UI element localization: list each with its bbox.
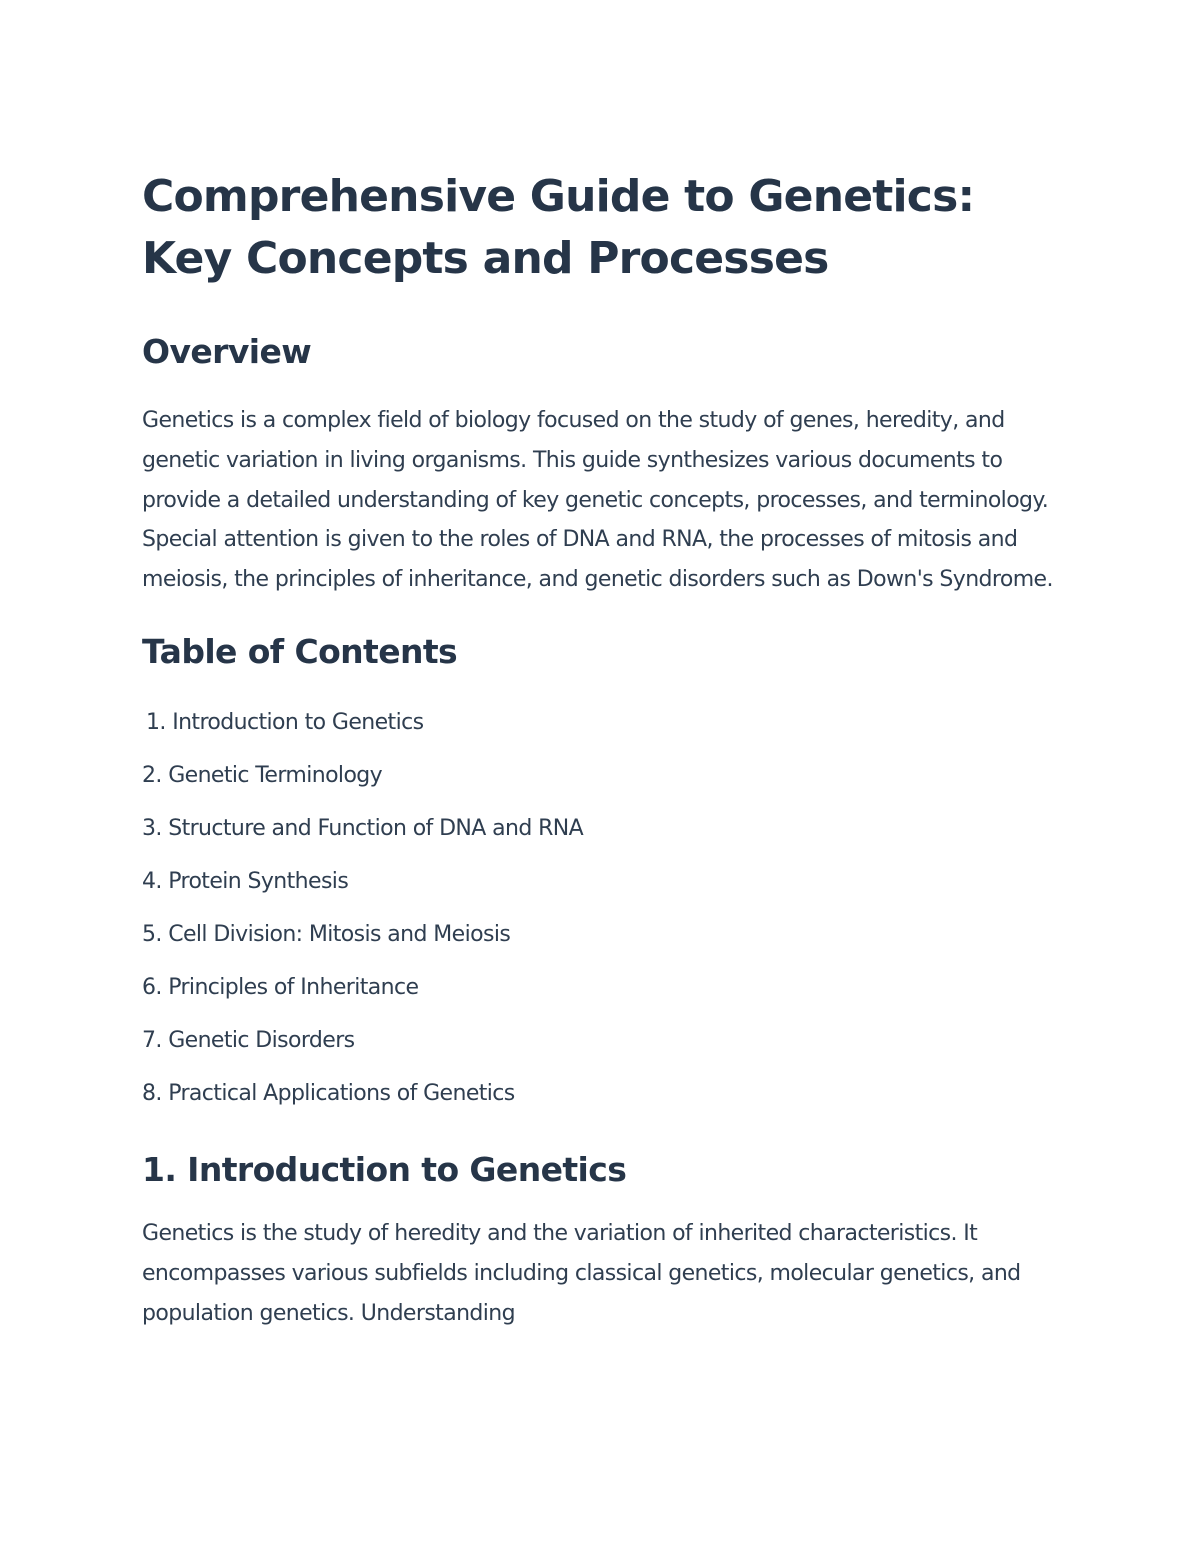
toc-item[interactable] [142,855,1062,908]
toc-item-label: Cell Division: Mitosis and Meiosis [168,921,511,947]
toc-item-number: 2. [142,762,162,788]
toc-item-number: 1. [146,709,166,735]
toc-item-number: 5. [142,921,162,947]
toc-item-number: 3. [142,815,162,841]
toc-item[interactable] [142,908,1062,961]
toc-item-label: Protein Synthesis [168,868,349,894]
toc-item-label: Practical Applications of Genetics [168,1080,515,1106]
toc-item[interactable] [142,961,1062,1014]
introduction-heading: 1. Introduction to Genetics [142,1149,627,1189]
toc-item-label: Genetic Disorders [168,1027,355,1053]
overview-heading: Overview [142,332,312,371]
toc-item-number: 4. [142,868,162,894]
toc-item-label: Introduction to Genetics [172,709,424,735]
toc-item-label: Genetic Terminology [168,762,383,788]
toc-item[interactable] [142,802,1062,855]
overview-paragraph: Genetics is a complex field of biology focused on the study of genes, heredity, and genetic variation in living organisms. This guide synthesizes various documents to provide a detailed understanding of key genetic concepts, processes, and terminology. Special attention is given to the roles of DNA and RNA, the processes of mitosis and meiosis, the principles of inheritance, and genetic disorders such as Down's Syndrome. [142,408,1053,593]
table-of-contents-heading: Table of Contents [142,631,458,671]
document-title: Comprehensive Guide to Genetics: Key Concepts and Processes [142,171,975,284]
toc-item-label: Principles of Inheritance [168,974,419,1000]
toc-item[interactable] [142,696,1062,749]
document-page [142,166,1062,1333]
toc-item-number: 6. [142,974,162,1000]
toc-item-number: 7. [142,1027,162,1053]
toc-item-number: 8. [142,1080,162,1106]
toc-item[interactable] [142,1067,1062,1120]
toc-item[interactable] [142,749,1062,802]
toc-item[interactable] [142,1014,1062,1067]
introduction-paragraph: Genetics is the study of heredity and the variation of inherited characteristics. It encompasses various subfields including classical genetics, molecular genetics, and population genetics. Understanding [142,1220,1021,1326]
table-of-contents [142,696,1062,1120]
toc-item-label: Structure and Function of DNA and RNA [168,815,584,841]
